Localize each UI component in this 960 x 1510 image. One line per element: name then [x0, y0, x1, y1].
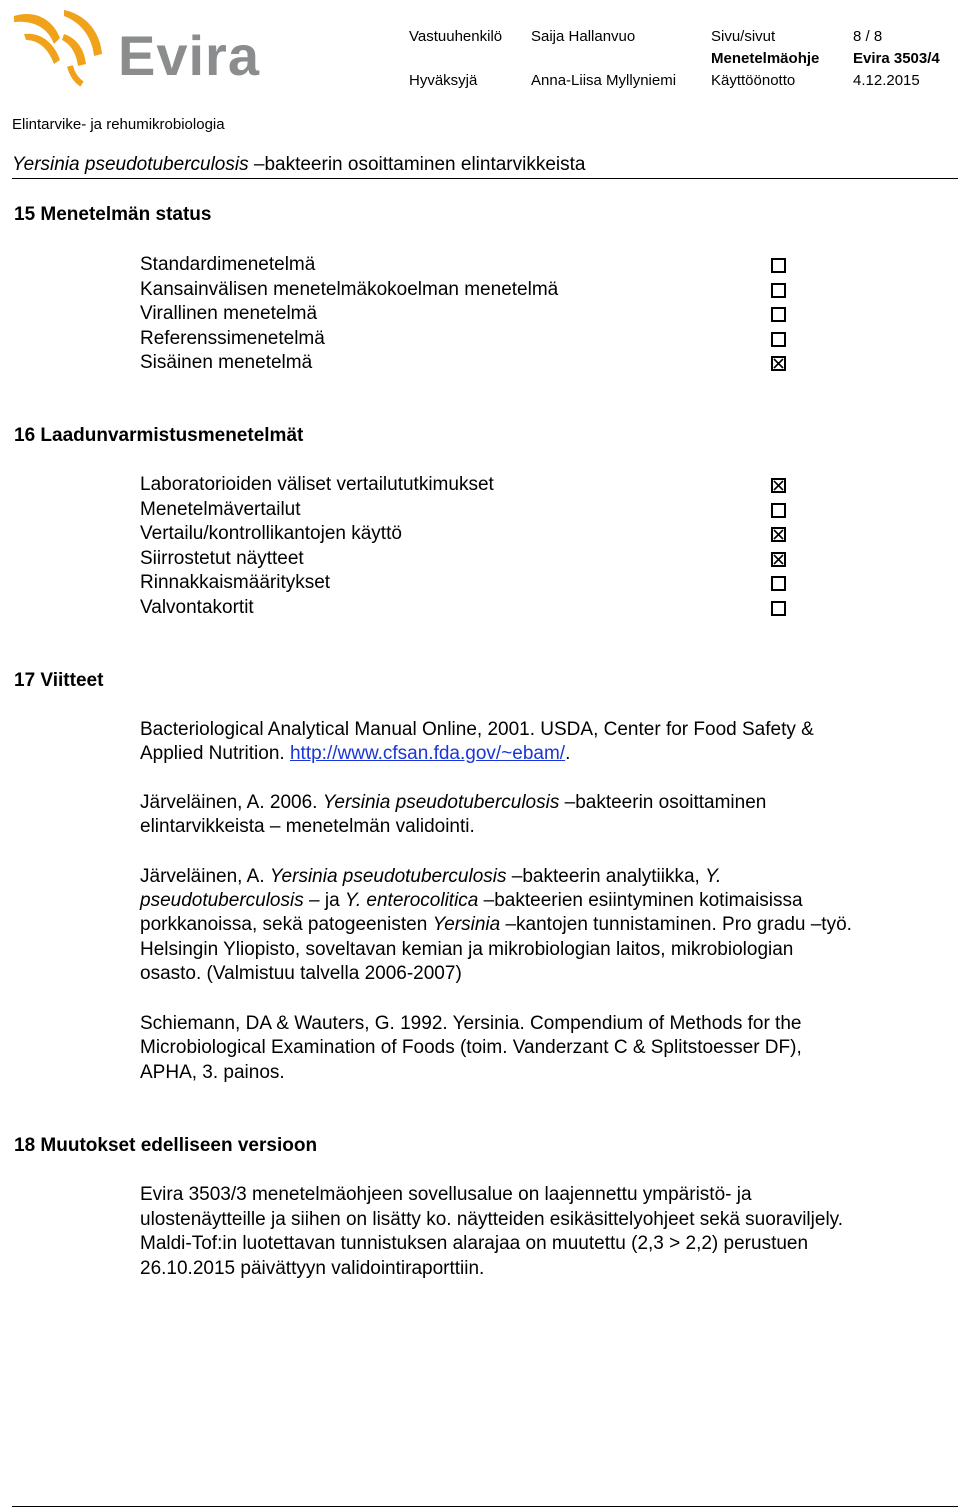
header-deploy-value: 4.12.2015: [853, 72, 920, 89]
changes-line-3: Maldi-Tof:in luotettavan tunnistuksen alarajaa on muutettu (2,3 > 2,2) perustuen: [140, 1233, 809, 1254]
cross-mark-icon: [773, 480, 784, 491]
logo-emblem-icon: [14, 10, 102, 84]
reference-4-line-3: APHA, 3. painos.: [140, 1062, 285, 1083]
section-15-heading: 15 Menetelmän status: [14, 204, 212, 225]
footer-divider: [12, 1506, 958, 1507]
reference-3-line-4: Helsingin Yliopisto, soveltavan kemian ja mikrobiologian laitos, mikrobiologian: [140, 939, 794, 960]
section-16-heading: 16 Laadunvarmistusmenetelmät: [14, 425, 304, 446]
checked-checkbox[interactable]: [771, 356, 786, 371]
header-divider: [12, 178, 958, 179]
cross-mark-icon: [773, 358, 784, 369]
header-doctype-label: Menetelmäohje: [711, 50, 820, 67]
empty-checkbox[interactable]: [771, 258, 786, 273]
reference-3-text-3: –bakteerien esiintyminen kotimaisissa: [478, 890, 803, 911]
empty-checkbox[interactable]: [771, 307, 786, 322]
reference-3-genus: Yersinia: [432, 914, 501, 935]
cross-mark-icon: [773, 529, 784, 540]
header-approver-value: Anna-Liisa Myllyniemi: [531, 72, 677, 89]
quality-item-label: Menetelmävertailut: [140, 498, 301, 520]
reference-3-line-3: [140, 914, 852, 936]
quality-item-label: Valvontakortit: [140, 596, 254, 618]
header-vastuuhenkilo-value: Saija Hallanvuo: [531, 28, 636, 45]
reference-1-period: .: [565, 743, 571, 764]
reference-3-genus-abbr-2: Y.: [344, 890, 362, 911]
empty-checkbox[interactable]: [771, 576, 786, 591]
reference-1-text: Applied Nutrition.: [140, 743, 290, 764]
reference-3-line-2: [140, 890, 803, 912]
empty-checkbox[interactable]: [771, 332, 786, 347]
header-approver-label: Hyväksyjä: [409, 72, 478, 89]
reference-3-line-1: [140, 866, 721, 888]
empty-checkbox[interactable]: [771, 503, 786, 518]
reference-4-line-1: Schiemann, DA & Wauters, G. 1992. Yersinia. Compendium of Methods for the: [140, 1013, 802, 1034]
header-page-value: 8 / 8: [853, 28, 883, 45]
status-item-label: Referenssimenetelmä: [140, 327, 325, 349]
header-page-label: Sivu/sivut: [711, 28, 776, 45]
header-doctype-value: Evira 3503/4: [853, 50, 940, 67]
reference-3-line-5: osasto. (Valmistuu talvella 2006-2007): [140, 963, 462, 984]
reference-1-line-2: [140, 743, 570, 765]
reference-3-species-1: Yersinia pseudotuberculosis: [269, 866, 507, 887]
status-item-label: Sisäinen menetelmä: [140, 352, 313, 373]
reference-3-species-2: pseudotuberculosis: [140, 890, 304, 911]
reference-2-line-2: elintarvikkeista – menetelmän validointi.: [140, 816, 475, 837]
reference-3-species-3: enterocolitica: [366, 890, 479, 911]
status-item-label: Standardimenetelmä: [140, 254, 316, 275]
empty-checkbox[interactable]: [771, 283, 786, 298]
reference-3-author: Järveläinen, A.: [140, 866, 270, 887]
checked-checkbox[interactable]: [771, 478, 786, 493]
quality-item-label: Vertailu/kontrollikantojen käyttö: [140, 523, 402, 544]
changes-line-2: ulostenäytteille ja siihen on lisätty ko. näytteiden esikäsittelyohjeet sekä suoraviljely.: [140, 1209, 844, 1230]
quality-item-label: Siirrostetut näytteet: [140, 547, 304, 569]
document-title-species: Yersinia pseudotuberculosis: [12, 154, 249, 175]
header-deploy-label: Käyttöönotto: [711, 72, 796, 89]
reference-1-line-1: Bacteriological Analytical Manual Online, 2001. USDA, Center for Food Safety &: [140, 719, 814, 740]
document-title: [12, 154, 586, 176]
quality-item-label: Laboratorioiden väliset vertailututkimukset: [140, 474, 494, 495]
reference-3-genus-abbr: Y.: [705, 866, 722, 887]
reference-2-line-1: [140, 792, 766, 814]
document-title-rest: –bakteerin osoittaminen elintarvikkeista: [248, 154, 586, 175]
empty-checkbox[interactable]: [771, 601, 786, 616]
changes-line-1: Evira 3503/3 menetelmäohjeen sovellusalue on laajennettu ympäristö- ja: [140, 1184, 752, 1205]
reference-3-text-5: –kantojen tunnistaminen. Pro gradu –työ.: [500, 914, 852, 935]
reference-4-line-2: Microbiological Examination of Foods (toim. Vanderzant C & Splitstoesser DF),: [140, 1037, 802, 1058]
reference-1-link[interactable]: http://www.cfsan.fda.gov/~ebam/: [289, 743, 566, 764]
changes-line-4: 26.10.2015 päivättyyn validointiraporttiin.: [140, 1258, 485, 1279]
header-vastuuhenkilo-label: Vastuuhenkilö: [409, 28, 503, 45]
department: Elintarvike- ja rehumikrobiologia: [12, 116, 225, 133]
section-17-heading: 17 Viitteet: [14, 670, 104, 691]
reference-3-text-1: –bakteerin analytiikka,: [506, 866, 706, 887]
section-18-heading: 18 Muutokset edelliseen versioon: [14, 1135, 318, 1156]
logo-wordmark: Evira: [118, 24, 260, 87]
cross-mark-icon: [773, 554, 784, 565]
status-item-label: Virallinen menetelmä: [140, 303, 318, 324]
reference-3-text-4: porkkanoissa, sekä patogeenisten: [140, 914, 433, 935]
reference-2-species: Yersinia pseudotuberculosis: [322, 792, 560, 813]
status-item-label: Kansainvälisen menetelmäkokoelman menetelmä: [140, 278, 559, 300]
checked-checkbox[interactable]: [771, 527, 786, 542]
quality-item-label: Rinnakkaismääritykset: [140, 572, 331, 593]
reference-2-author: Järveläinen, A. 2006.: [140, 792, 323, 813]
checked-checkbox[interactable]: [771, 552, 786, 567]
reference-3-text-2: – ja: [303, 890, 345, 911]
reference-2-title: –bakteerin osoittaminen: [559, 792, 767, 813]
